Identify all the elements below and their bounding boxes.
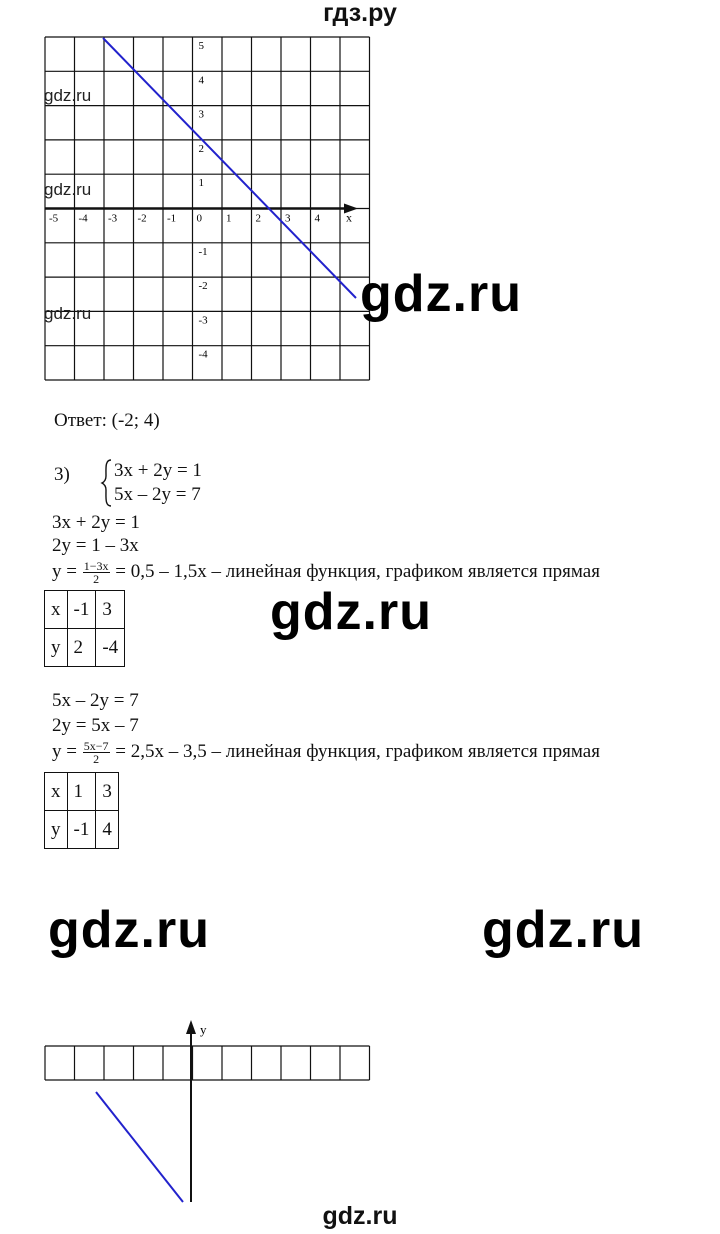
x-tick-label: -4 bbox=[78, 212, 88, 225]
graph-2-y-label: y bbox=[200, 1022, 207, 1037]
watermark-big-3: gdz.ru bbox=[48, 901, 210, 959]
y-tick-label: -2 bbox=[198, 280, 208, 293]
eq2-value-table bbox=[44, 772, 119, 849]
watermark-small-1: gdz.ru bbox=[44, 86, 92, 105]
graph-2-y-arrow bbox=[186, 1020, 196, 1034]
x-tick-label: -3 bbox=[108, 212, 118, 225]
y-tick-label: -3 bbox=[198, 314, 208, 327]
table-cell-y-label: y bbox=[45, 811, 68, 849]
y-tick-label: 3 bbox=[198, 108, 204, 121]
eq2-formula bbox=[52, 740, 600, 765]
watermark-small-3: gdz.ru bbox=[44, 304, 92, 323]
eq2-numerator: 5x−7 bbox=[83, 739, 109, 753]
eq2-rhs: = 2,5x – 3,5 – линейная функция, графиком является прямая bbox=[115, 740, 600, 762]
table-cell: -4 bbox=[96, 629, 125, 667]
table-cell: -1 bbox=[67, 591, 96, 629]
eq1-fraction bbox=[83, 560, 110, 585]
eq1-denominator: 2 bbox=[93, 572, 100, 586]
eq2-denominator: 2 bbox=[93, 752, 100, 766]
task-number: 3) bbox=[54, 464, 70, 485]
x-tick-label: -2 bbox=[137, 212, 147, 225]
graph-2-grid bbox=[45, 1046, 370, 1080]
watermark-big-1: gdz.ru bbox=[360, 265, 522, 323]
table-row bbox=[45, 811, 119, 849]
graph-1-tick-labels bbox=[49, 40, 352, 361]
graph-2 bbox=[0, 1010, 720, 1210]
eq1-step1: 3x + 2y = 1 bbox=[52, 512, 140, 533]
system-eq-1: 3x + 2y = 1 bbox=[114, 460, 202, 481]
y-tick-label: 2 bbox=[198, 142, 204, 155]
eq2-step2: 2y = 5x – 7 bbox=[52, 715, 139, 736]
graph-1 bbox=[0, 0, 720, 400]
eq2-fraction bbox=[83, 740, 110, 765]
table-cell: 4 bbox=[96, 811, 119, 849]
system-brace bbox=[100, 458, 114, 508]
table-cell: 2 bbox=[67, 629, 96, 667]
watermark-big-4: gdz.ru bbox=[482, 901, 644, 959]
x-tick-label: -1 bbox=[167, 212, 177, 225]
x-tick-label: -5 bbox=[49, 212, 59, 225]
eq2-lhs: y = bbox=[52, 740, 77, 762]
table-row bbox=[45, 591, 125, 629]
table-cell-x-label: x bbox=[45, 591, 68, 629]
table-cell-x-label: x bbox=[45, 773, 68, 811]
site-title-top: гдз.ру bbox=[323, 0, 397, 27]
eq1-step2: 2y = 1 – 3x bbox=[52, 535, 139, 556]
y-tick-label: 1 bbox=[198, 177, 204, 190]
eq1-rhs: = 0,5 – 1,5x – линейная функция, графиком является прямая bbox=[115, 560, 600, 582]
table-cell-y-label: y bbox=[45, 629, 68, 667]
x-tick-label: 2 bbox=[255, 212, 261, 225]
graph-1-line-3x-plus-2y bbox=[103, 38, 356, 298]
table-row bbox=[45, 629, 125, 667]
y-tick-label: -4 bbox=[198, 348, 208, 361]
system-eq-2: 5x – 2y = 7 bbox=[114, 484, 201, 505]
y-tick-label: 4 bbox=[198, 74, 204, 87]
eq1-numerator: 1−3x bbox=[83, 559, 109, 573]
table-cell: 1 bbox=[67, 773, 96, 811]
table-cell: 3 bbox=[96, 773, 119, 811]
graph-2-line bbox=[96, 1092, 183, 1202]
table-cell: 3 bbox=[96, 591, 125, 629]
eq1-value-table bbox=[44, 590, 125, 667]
eq2-step1: 5x – 2y = 7 bbox=[52, 690, 139, 711]
x-tick-label: 4 bbox=[314, 212, 320, 225]
watermark-big-2: gdz.ru bbox=[270, 583, 432, 641]
table-row bbox=[45, 773, 119, 811]
table-cell: -1 bbox=[67, 811, 96, 849]
graph-1-x-label: x bbox=[346, 210, 352, 225]
y-tick-label: 5 bbox=[198, 40, 204, 52]
y-tick-label: -1 bbox=[198, 245, 208, 258]
eq1-formula bbox=[52, 560, 600, 585]
site-title-bottom: gdz.ru bbox=[322, 1202, 398, 1230]
x-tick-label: 0 bbox=[196, 212, 202, 225]
eq1-lhs: y = bbox=[52, 560, 77, 582]
answer-text: Ответ: (-2; 4) bbox=[54, 410, 160, 431]
x-tick-label: 3 bbox=[285, 212, 291, 225]
x-tick-label: 1 bbox=[226, 212, 232, 225]
watermark-small-2: gdz.ru bbox=[44, 180, 92, 199]
